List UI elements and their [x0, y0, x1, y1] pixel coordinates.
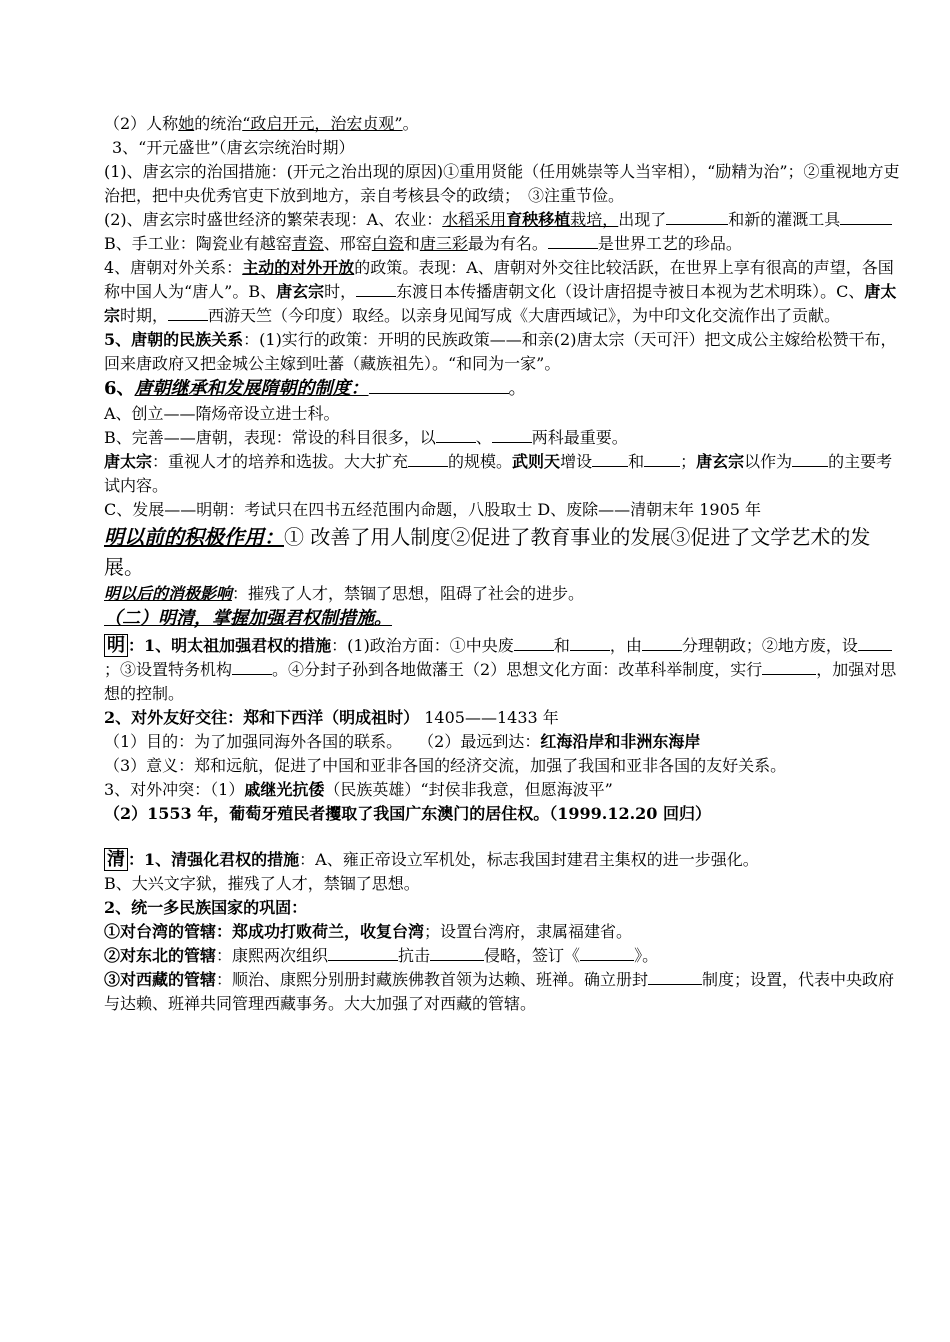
fill-blank[interactable]	[369, 378, 509, 394]
para-develop-abolish: C、发展——明朝：考试只在四书五经范围内命题，八股取士 D、废除——清朝末年 1905 年	[104, 500, 762, 519]
text: ：(1)实行的政策：开明的民族政策——和亲(2)唐太宗（天可汗）把文成公主嫁给松赞干布，回来唐政府又把金城公主嫁到吐蕃（藏族祖先）。“和同为一家”。	[104, 330, 897, 373]
fill-blank[interactable]	[436, 427, 476, 443]
text: 东渡日本传播唐朝文化（设计唐招提寺被日本视为艺术明珠）。C、	[396, 282, 865, 301]
fill-blank[interactable]	[648, 969, 702, 985]
text: （1）目的：为了加强同海外各国的联系。 （2）最远到达：	[104, 732, 541, 751]
text: ：摧残了人才，禁锢了思想，阻碍了社会的进步。	[232, 584, 585, 603]
text: 增设	[560, 452, 593, 471]
text: 。	[508, 378, 527, 399]
para-foreign-relations	[104, 256, 904, 328]
fill-blank[interactable]	[328, 945, 398, 961]
text: 时期，	[120, 306, 169, 325]
text: ；设置台湾府，隶属福建省。	[424, 922, 633, 941]
text: 5、唐朝的民族关系	[104, 330, 244, 349]
para-emperors	[104, 450, 904, 498]
para-northeast	[104, 944, 904, 968]
text: 明以后的消极影响	[104, 584, 233, 603]
fill-blank[interactable]	[232, 659, 272, 675]
text: 水稻采用	[442, 210, 507, 229]
text: 红海沿岸和非洲东海岸	[540, 732, 701, 751]
text: 》。	[634, 946, 659, 965]
text: 两科最重要。	[531, 428, 628, 447]
text: ：A、雍正帝设立军机处，标志我国封建君主集权的进一步强化。	[299, 850, 759, 869]
fill-blank[interactable]	[408, 451, 448, 467]
text: 、邢窑	[323, 234, 372, 253]
text: ，由	[609, 636, 642, 655]
spacer	[104, 826, 904, 848]
para-significance: （3）意义：郑和远航，促进了中国和亚非各国的经济交流，加强了我国和亚非各国的友好关系。	[104, 756, 787, 775]
fill-blank[interactable]	[762, 659, 816, 675]
qing-box-label: 清	[104, 848, 128, 871]
para-negative-effects	[104, 582, 904, 606]
fill-blank[interactable]	[792, 451, 828, 467]
text: 最为有名。	[467, 234, 548, 253]
fill-blank[interactable]	[858, 635, 892, 651]
text: 抗击	[398, 946, 431, 965]
text: 4、唐朝对外关系：	[104, 258, 243, 277]
para-create: A、创立——隋炀帝设立进士科。	[104, 404, 340, 423]
para-literary-inquisition: B、大兴文字狱，摧残了人才，禁锢了思想。	[104, 874, 420, 893]
para-xuanzong-measures: (1)、唐玄宗的治国措施：(开元之治出现的原因)①重用贤能（任用姚崇等人当宰相），“励精为治”；②重视地方吏治把，把中央优秀官吏下放到地方，亲自考核县令的政绩； ③注重节俭。	[104, 162, 900, 205]
text: 的政策。表现：A、唐朝对外交往比较活跃，在世界上享有很高的声望，各国称中国人为“唐人”。B、	[104, 258, 894, 301]
para-positive-effects	[104, 522, 904, 582]
fill-blank[interactable]	[548, 233, 598, 249]
fill-blank[interactable]	[840, 209, 892, 225]
text: 侵略，签订《	[484, 946, 581, 965]
para-ming-measures	[104, 634, 904, 706]
text: ：顺治、康熙分别册封藏族佛教首领为达赖、班禅。确立册封	[216, 970, 649, 989]
text: 的规模。	[448, 452, 513, 471]
text: (2)、唐玄宗时盛世经济的繁荣表现：A、农业：	[104, 210, 443, 229]
text: 唐玄宗	[276, 282, 325, 301]
ming-box-label: 明	[104, 634, 128, 657]
fill-blank[interactable]	[570, 635, 610, 651]
text: 青瓷	[291, 234, 324, 253]
fill-blank[interactable]	[168, 305, 208, 321]
text: 。④分封子孙到各地做藩王（2）思想文化方面：改革科举制度，实行	[272, 660, 763, 679]
text: 和	[553, 636, 570, 655]
para-improve	[104, 426, 904, 450]
text: 唐玄宗	[696, 452, 745, 471]
para-ethnic-relations	[104, 328, 904, 376]
text: 以作为	[744, 452, 793, 471]
fill-blank[interactable]	[666, 209, 728, 225]
text: 西游天竺（今印度）取经。以亲身见闻写成《大唐西域记》，为中印文化交流作出了贡献。	[208, 306, 841, 325]
text: 武则天	[512, 452, 561, 471]
document-page	[104, 112, 904, 1016]
text: 白瓷	[371, 234, 404, 253]
para-purpose	[104, 730, 904, 754]
fill-blank[interactable]	[644, 451, 680, 467]
text: ：1、清强化君权的措施	[128, 850, 300, 869]
text: “政启开元，治宏贞观”	[242, 114, 403, 133]
text: ；	[680, 452, 697, 471]
text: 和	[628, 452, 645, 471]
text: 戚继光抗倭	[244, 780, 325, 799]
text: ：1、明太祖加强君权的措施	[128, 636, 332, 655]
text: ①对台湾的管辖：郑成功打败荷兰，收复台湾	[104, 922, 425, 941]
fill-blank[interactable]	[592, 451, 628, 467]
text: 。	[402, 114, 419, 133]
fill-blank[interactable]	[514, 635, 554, 651]
para-macau: （2）1553 年，葡萄牙殖民者攫取了我国广东澳门的居住权。（1999.12.20 回归）	[104, 804, 712, 823]
para-wu-zetian-rule	[104, 112, 904, 136]
text: ；③设置特务机构	[104, 660, 233, 679]
text: 6、	[104, 378, 135, 399]
text: 3、对外冲突：（1）	[104, 780, 245, 799]
text: 的主要考试内容。	[104, 452, 893, 495]
text: 主动的对外开放	[242, 258, 355, 277]
text: ③对西藏的管辖	[104, 970, 217, 989]
fill-blank[interactable]	[642, 635, 682, 651]
heading-ming-qing: （二）明清，掌握加强君权制措施。	[104, 608, 392, 629]
heading-unification: 2、统一多民族国家的巩固：	[104, 898, 308, 917]
fill-blank[interactable]	[430, 945, 484, 961]
text: 和新的灌溉工具	[728, 210, 841, 229]
text: ②对东北的管辖	[104, 946, 217, 965]
text: ① 改善了用人制度②促进了教育事业的发展③促进了文学艺术的发展。	[104, 525, 871, 579]
fill-blank[interactable]	[356, 281, 396, 297]
text: 她	[178, 114, 195, 133]
para-tibet	[104, 968, 904, 1016]
para-zheng-he	[104, 706, 904, 730]
para-qing-measures	[104, 848, 904, 872]
text: 的统治	[194, 114, 243, 133]
text: 和	[403, 234, 420, 253]
text: 唐太宗	[104, 452, 153, 471]
text: 是世界工艺的珍品。	[597, 234, 742, 253]
heading-exam-system	[104, 376, 904, 402]
text: 明以前的积极作用：	[104, 525, 284, 549]
para-conflict	[104, 778, 904, 802]
text: 制度；设置，代表中央政府与达赖、班禅共同管理西藏事务。大大加强了对西藏的管辖。	[104, 970, 895, 1013]
text: 栽培，	[570, 210, 619, 229]
text: 育秧移植	[506, 210, 571, 229]
text: 时，	[324, 282, 357, 301]
text: ，加强对思想的控制。	[104, 660, 897, 703]
text: 唐朝继承和发展隋朝的制度：	[134, 378, 369, 399]
text: 2、对外友好交往：郑和下西洋（明成祖时）	[104, 708, 420, 727]
text: （2）人称	[104, 114, 179, 133]
para-economy	[104, 208, 904, 256]
text: 、	[475, 428, 492, 447]
text: B、手工业：陶瓷业有越窑	[104, 234, 292, 253]
text: 唐太宗	[104, 282, 897, 325]
text: ：重视人才的培养和选拔。大大扩充	[152, 452, 409, 471]
fill-blank[interactable]	[580, 945, 634, 961]
fill-blank[interactable]	[492, 427, 532, 443]
heading-kaiyuan: 3、“开元盛世”（唐玄宗统治时期）	[112, 138, 355, 157]
text: ：康熙两次组织	[216, 946, 329, 965]
text: 分理朝政；②地方废，设	[681, 636, 858, 655]
text: B、完善——唐朝，表现：常设的科目很多，以	[104, 428, 436, 447]
text: ：(1)政治方面：①中央废	[331, 636, 514, 655]
text: 出现了	[618, 210, 667, 229]
para-taiwan	[104, 920, 904, 944]
text: （民族英雄）“封侯非我意，但愿海波平”	[324, 780, 613, 799]
text: 1405——1433 年	[424, 708, 559, 727]
text: 唐三彩	[419, 234, 468, 253]
